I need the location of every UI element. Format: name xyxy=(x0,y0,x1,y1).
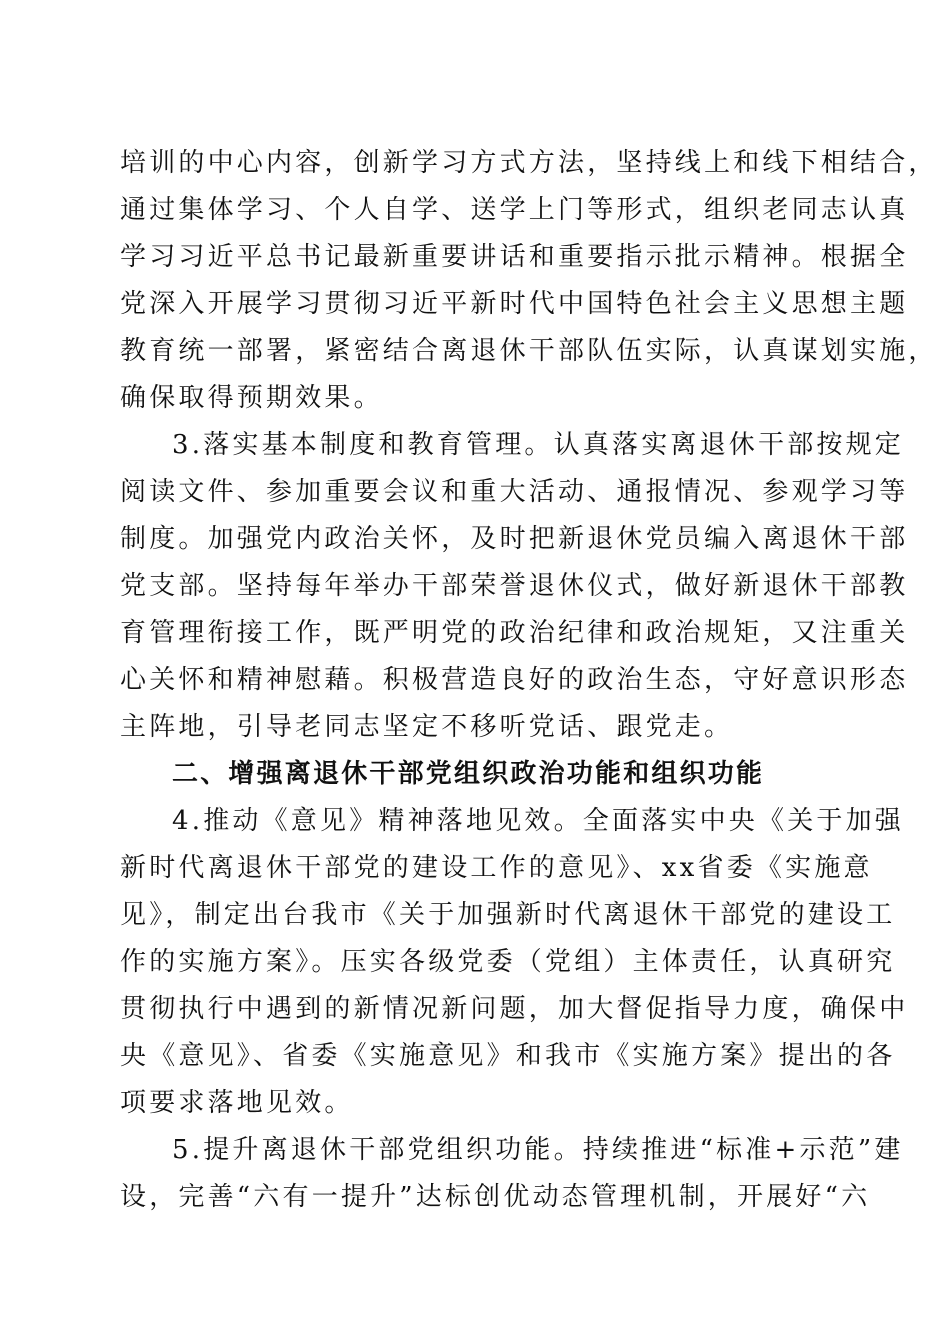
paragraph-1-line-3: 学习习近平总书记最新重要讲话和重要指示批示精神。根据全 xyxy=(120,242,909,272)
paragraph-4-line-2: 设，完善“六有一提升”达标创优动态管理机制，开展好“六 xyxy=(120,1182,871,1212)
paragraph-3-line-1: 4.推动《意见》精神落地见效。全面落实中央《关于加强 xyxy=(172,806,905,836)
paragraph-2-line-1: 3.落实基本制度和教育管理。认真落实离退休干部按规定 xyxy=(172,430,905,460)
paragraph-1-line-5: 教育统一部署，紧密结合离退休干部队伍实际，认真谋划实施， xyxy=(120,336,938,366)
paragraph-1-line-4: 党深入开展学习贯彻习近平新时代中国特色社会主义思想主题 xyxy=(120,289,909,319)
paragraph-3-line-7: 项要求落地见效。 xyxy=(120,1088,354,1118)
paragraph-2-line-7: 主阵地，引导老同志坚定不移听党话、跟党走。 xyxy=(120,712,734,742)
paragraph-3-line-3: 见》，制定出台我市《关于加强新时代离退休干部党的建设工 xyxy=(120,900,896,930)
paragraph-3-line-2: 新时代离退休干部党的建设工作的意见》、xx省委《实施意 xyxy=(120,853,873,883)
paragraph-2-line-6: 心关怀和精神慰藉。积极营造良好的政治生态，守好意识形态 xyxy=(120,665,909,695)
section-heading: 二、增强离退休干部党组织政治功能和组织功能 xyxy=(172,759,765,789)
paragraph-3-line-6: 央《意见》、省委《实施意见》和我市《实施方案》提出的各 xyxy=(120,1041,896,1071)
paragraph-1-line-6: 确保取得预期效果。 xyxy=(120,383,383,413)
paragraph-1-line-2: 通过集体学习、个人自学、送学上门等形式，组织老同志认真 xyxy=(120,195,909,225)
paragraph-2-line-3: 制度。加强党内政治关怀，及时把新退休党员编入离退休干部 xyxy=(120,524,909,554)
paragraph-1-line-1: 培训的中心内容，创新学习方式方法，坚持线上和线下相结合， xyxy=(120,148,938,178)
paragraph-3-line-5: 贯彻执行中遇到的新情况新问题，加大督促指导力度，确保中 xyxy=(120,994,909,1024)
paragraph-3-line-4: 作的实施方案》。压实各级党委（党组）主体责任，认真研究 xyxy=(120,947,896,977)
paragraph-2-line-2: 阅读文件、参加重要会议和重大活动、通报情况、参观学习等 xyxy=(120,477,909,507)
paragraph-2-line-5: 育管理衔接工作，既严明党的政治纪律和政治规矩，又注重关 xyxy=(120,618,909,648)
paragraph-2-line-4: 党支部。坚持每年举办干部荣誉退休仪式，做好新退休干部教 xyxy=(120,571,909,601)
paragraph-4-line-1: 5.提升离退休干部党组织功能。持续推进“标准+示范”建 xyxy=(172,1135,904,1165)
